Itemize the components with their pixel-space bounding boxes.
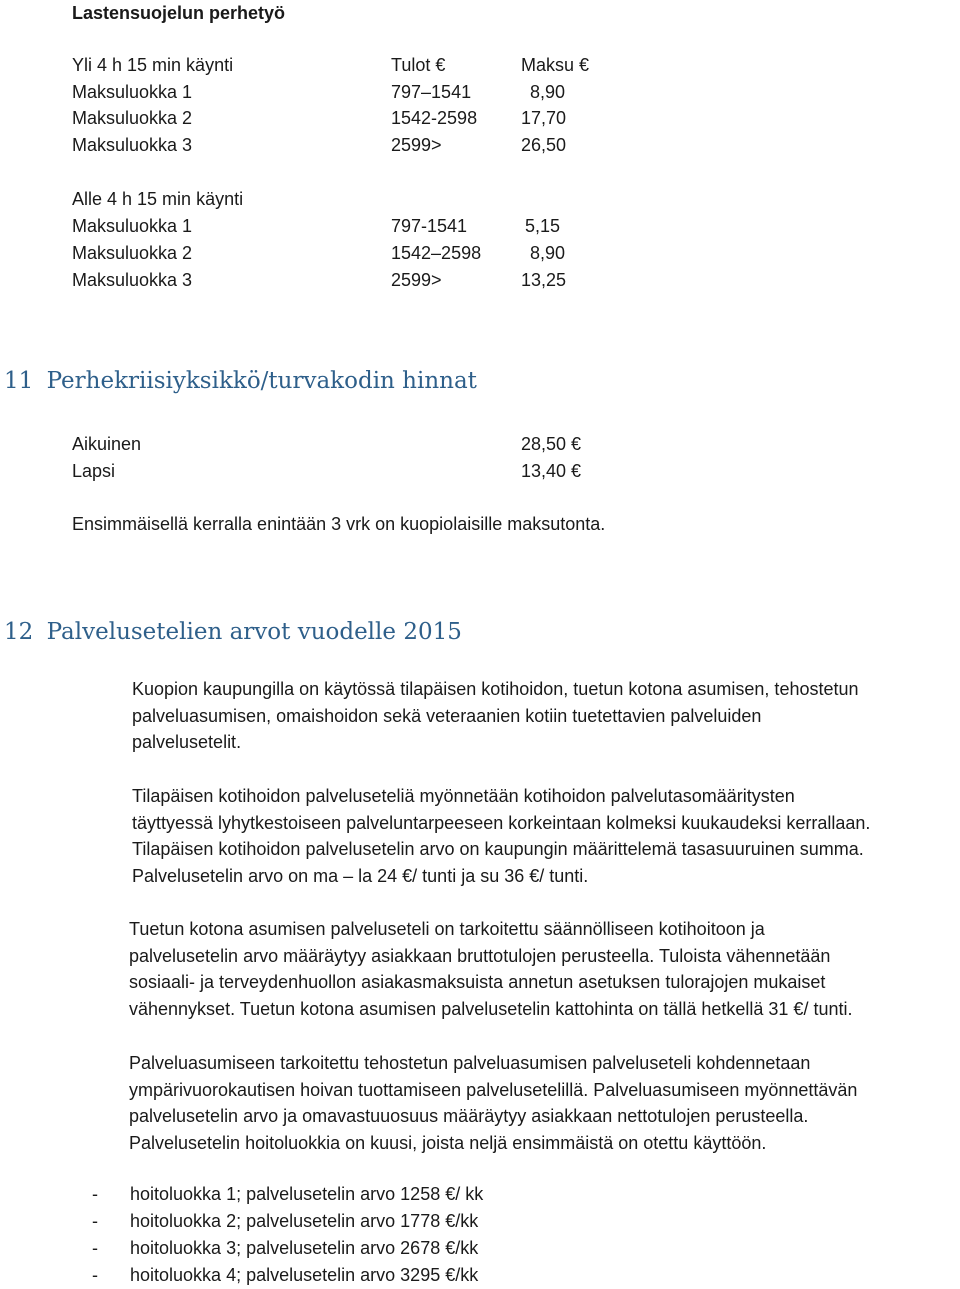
paragraph-line: palveluasumisen, omaishoidon sekä veteraanien kotiin tuetettavien palveluiden bbox=[132, 705, 762, 726]
price-row-label: Aikuinen bbox=[72, 434, 142, 454]
table-row-fee: 8,90 bbox=[530, 243, 566, 263]
paragraph-line: sosiaali- ja terveydenhuollon asiakasmaksuista annetun asetuksen tulorajojen mukaiset bbox=[129, 972, 826, 993]
list-bullet: - bbox=[92, 1184, 98, 1204]
table-row-income: 2599> bbox=[391, 135, 442, 155]
paragraph-line: täyttyessä lyhytkestoiseen palveluntarpeeseen korkeintaan kolmeksi kuukaudeksi kerrallaan. bbox=[132, 812, 871, 833]
paragraph-line: palvelusetelit. bbox=[132, 732, 242, 753]
table-row-fee: 8,90 bbox=[530, 82, 566, 102]
table-row-fee: 13,25 bbox=[521, 270, 567, 290]
table-row-label: Maksuluokka 3 bbox=[72, 270, 193, 290]
table-row-income: 797–1541 bbox=[391, 82, 472, 102]
table-header-label: Alle 4 h 15 min käynti bbox=[72, 189, 244, 209]
table-row-label: Maksuluokka 1 bbox=[72, 216, 193, 236]
table-row-label: Maksuluokka 2 bbox=[72, 243, 193, 263]
section-note: Ensimmäisellä kerralla enintään 3 vrk on kuopiolaisille maksutonta. bbox=[72, 514, 606, 534]
paragraph bbox=[129, 1050, 959, 1157]
paragraph bbox=[132, 783, 960, 890]
table-row-label: Maksuluokka 1 bbox=[72, 82, 193, 102]
price-row-label: Lapsi bbox=[72, 461, 116, 481]
table-row-label: Maksuluokka 3 bbox=[72, 135, 193, 155]
table-row-income: 1542-2598 bbox=[391, 108, 478, 128]
table-row-income: 2599> bbox=[391, 270, 442, 290]
section-number: 11 bbox=[4, 368, 34, 394]
table-row-label: Maksuluokka 2 bbox=[72, 108, 193, 128]
table-row-income: 797-1541 bbox=[391, 216, 468, 236]
list-bullet: - bbox=[92, 1265, 98, 1285]
section-heading bbox=[4, 619, 462, 645]
table-header-label: Yli 4 h 15 min käynti bbox=[72, 55, 234, 75]
paragraph-line: Tilapäisen kotihoidon palveluseteliä myönnetään kotihoidon palvelutasomääritysten bbox=[132, 786, 795, 806]
list-item: hoitoluokka 2; palvelusetelin arvo 1778 €/kk bbox=[130, 1211, 479, 1231]
paragraph-line: Palveluasumiseen tarkoitettu tehostetun palveluasumisen palveluseteli kohdennetaan bbox=[129, 1053, 811, 1073]
paragraph-line: ympärivuorokautisen hoivan tuottamiseen palvelusetelillä. Palveluasumiseen myönnettävän bbox=[129, 1079, 858, 1100]
table-row-income: 1542–2598 bbox=[391, 243, 482, 263]
list-item: hoitoluokka 3; palvelusetelin arvo 2678 €/kk bbox=[130, 1238, 479, 1258]
table-row-fee: 26,50 bbox=[521, 135, 567, 155]
paragraph-line: palvelusetelin arvo määräytyy asiakkaan bruttotulojen perusteella. Tuloista vähennetään bbox=[129, 945, 831, 966]
paragraph-line: Kuopion kaupungilla on käytössä tilapäisen kotihoidon, tuetun kotona asumisen, tehostetun bbox=[132, 679, 859, 699]
section-heading bbox=[4, 368, 477, 394]
section-number: 12 bbox=[4, 619, 34, 645]
price-row-value: 28,50 € bbox=[521, 434, 582, 454]
paragraph-line: Palvelusetelin arvo on ma – la 24 €/ tunti ja su 36 €/ tunti. bbox=[132, 866, 589, 887]
paragraph-line: Palvelusetelin hoitoluokkia on kuusi, joista neljä ensimmäistä on otettu käyttöön. bbox=[129, 1133, 767, 1154]
section-heading-text: Perhekriisiyksikkö/turvakodin hinnat bbox=[46, 368, 477, 394]
table-header-income: Tulot € bbox=[391, 55, 446, 75]
paragraph-line: vähennykset. Tuetun kotona asumisen palvelusetelin kattohinta on tällä hetkellä 31 €/ tunti. bbox=[129, 999, 853, 1020]
list-item: hoitoluokka 4; palvelusetelin arvo 3295 €/kk bbox=[130, 1265, 479, 1285]
price-row-value: 13,40 € bbox=[521, 461, 582, 481]
list-bullet: - bbox=[92, 1238, 98, 1258]
paragraph-line: palvelusetelin arvo ja omavastuuosuus määräytyy asiakkaan nettotulojen perusteella. bbox=[129, 1106, 809, 1127]
paragraph bbox=[132, 676, 960, 756]
list-item: hoitoluokka 1; palvelusetelin arvo 1258 €/ kk bbox=[130, 1184, 484, 1204]
list-bullet: - bbox=[92, 1211, 98, 1231]
table-row-fee: 5,15 bbox=[525, 216, 561, 236]
paragraph-line: Tuetun kotona asumisen palveluseteli on tarkoitettu säännölliseen kotihoitoon ja bbox=[129, 919, 765, 939]
table-row-fee: 17,70 bbox=[521, 108, 567, 128]
paragraph bbox=[129, 916, 959, 1023]
section-title: Lastensuojelun perhetyö bbox=[72, 3, 286, 23]
paragraph-line: Tilapäisen kotihoidon palvelusetelin arvo on kaupungin määrittelemä tasasuuruinen summa. bbox=[132, 839, 864, 860]
table-header-fee: Maksu € bbox=[521, 55, 590, 75]
section-heading-text: Palvelusetelien arvot vuodelle 2015 bbox=[46, 619, 462, 645]
